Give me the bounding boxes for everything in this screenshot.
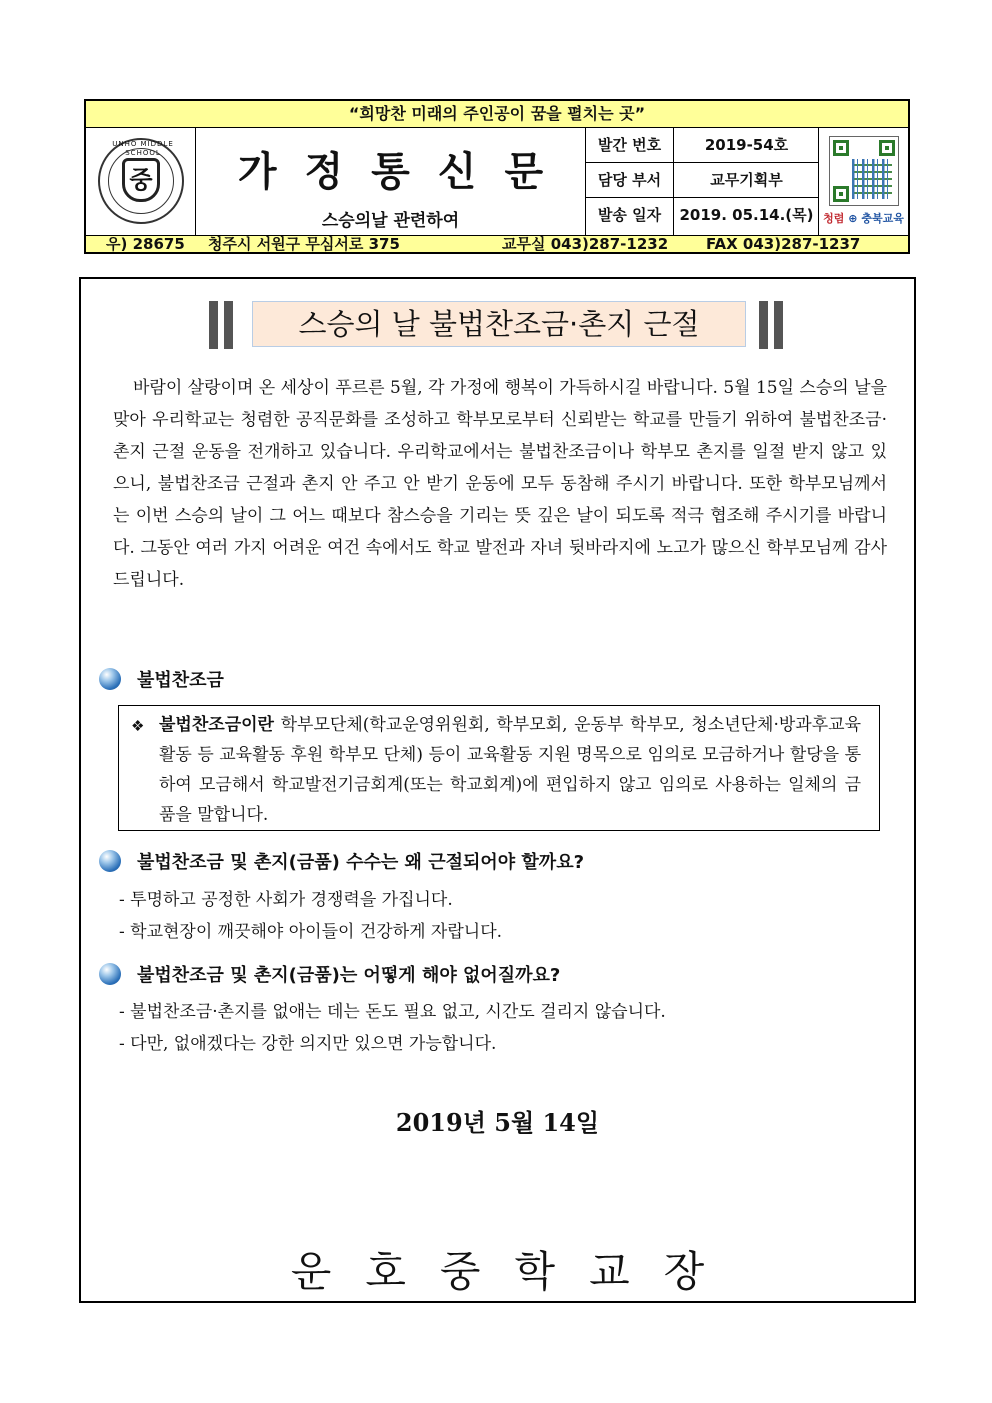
logo-cell — [86, 128, 196, 235]
title-cell — [196, 128, 586, 235]
qr-cell — [819, 128, 908, 235]
principal-signature: 운호중학교장 — [290, 1247, 739, 1296]
section-title: 불법찬조금 및 촌지(금품)는 어떻게 해야 없어질까요? — [137, 965, 561, 986]
list-item: - 다만, 없애겠다는 강한 의지만 있으면 가능합니다. — [119, 1034, 497, 1054]
bullet-orb-icon — [99, 850, 121, 872]
section-title: 불법찬조금 및 촌지(금품) 수수는 왜 근절되어야 할까요? — [137, 852, 585, 873]
info-value: 2019-54호 — [704, 136, 789, 154]
qr-caption — [819, 210, 908, 226]
intro-paragraph: 바람이 살랑이며 온 세상이 푸르른 5월, 각 가정에 행복이 가득하시길 바랍니다. 5월 15일 스승의 날을 맞아 우리학교는 청렴한 공직문화를 조성하고 학부모로부터 신뢰받는 학교를 만들기 위하여 불법찬조금·촌지 근절 운동을 전개하고 있습니다. 우리학교에서는 불법찬조금이나 학부모 촌지를 일절 받지 않고 있으니, 불법찬조금 근절과 촌지 안 주고 안 받기 운동에 모두 동참해 주시기 바랍니다. 또한 학부모님께서는 이번 스승의 날이 그 어느 때보다 참스승을 기리는 뜻 깊은 날이 되도록 적극 협조해 주시기를 바랍니다. 그동안 여러 가지 어려운 여건 속에서도 학교 발전과 자녀 뒷바라지에 노고가 많으신 학부모님께 감사드립니다. — [113, 378, 887, 590]
info-key: 발간 번호 — [586, 128, 674, 162]
issue-info-table — [586, 128, 819, 235]
address-bar — [86, 235, 908, 252]
headline-left-bars — [209, 301, 239, 349]
list-item: - 투명하고 공정한 사회가 경쟁력을 가집니다. — [119, 890, 453, 910]
section-heading — [99, 961, 560, 987]
seal-center-char: 중 — [122, 158, 160, 202]
qr-code-icon[interactable] — [829, 136, 899, 206]
definition-box — [118, 705, 880, 831]
info-key: 발송 일자 — [586, 198, 674, 235]
street-address: 청주시 서원구 무심서로 375 — [208, 235, 400, 253]
list-item: - 학교현장이 깨끗해야 아이들이 건강하게 자랍니다. — [119, 922, 503, 942]
headline-right-bars — [759, 301, 789, 349]
diamond-bullet-icon: ❖ — [131, 717, 145, 735]
list-item: - 불법찬조금·촌지를 없애는 데는 돈도 필요 없고, 시간도 걸리지 않습니다. — [119, 1002, 666, 1022]
newsletter-header — [84, 99, 910, 254]
definition-term: 불법찬조금이란 — [159, 715, 274, 735]
fax-number: FAX 043)287-1237 — [706, 235, 861, 253]
section-heading — [99, 848, 584, 874]
office-phone: 교무실 043)287-1232 — [502, 235, 669, 253]
info-value: 2019. 05.14.(목) — [679, 206, 814, 224]
headline: 스승의 날 불법찬조금·촌지 근절 — [252, 301, 746, 347]
section-title: 불법찬조금 — [137, 670, 224, 691]
info-row — [586, 128, 818, 163]
newsletter-title: 가정통신문 — [237, 148, 572, 195]
info-row — [586, 163, 818, 198]
info-row — [586, 198, 818, 235]
letter-body-frame — [79, 277, 916, 1303]
bullet-orb-icon — [99, 668, 121, 690]
letter-date: 2019년 5월 14일 — [395, 1108, 600, 1137]
definition-text: 학부모단체(학교운영위원회, 학부모회, 운동부 학부모, 청소년단체·방과후교육활동 등 교육활동 후원 학부모 단체) 등이 교육활동 지원 명목으로 임의로 모금하거나 할당을 통하여 모금해서 학교발전기금회계(또는 학교회계)에 편입하지 않고 임의로 사용하는 일체의 금품을 말합니다. — [159, 715, 861, 825]
info-key: 담당 부서 — [586, 163, 674, 197]
seal-ring-text: UNHO MIDDLE SCHOOL — [112, 140, 174, 157]
postal-code: 우) 28675 — [106, 235, 185, 253]
section-heading — [99, 666, 224, 692]
qr-caption-right: 충북교육 — [861, 212, 904, 225]
edu-logo-icon: ⊕ — [848, 212, 858, 225]
newsletter-subtitle: 스승의날 관련하여 — [321, 211, 460, 231]
school-motto: “희망찬 미래의 주인공이 꿈을 펼치는 곳” — [86, 101, 908, 128]
qr-caption-left: 청렴 — [823, 212, 845, 225]
info-value: 교무기획부 — [710, 171, 783, 189]
bullet-orb-icon — [99, 963, 121, 985]
school-seal-icon — [98, 138, 184, 224]
